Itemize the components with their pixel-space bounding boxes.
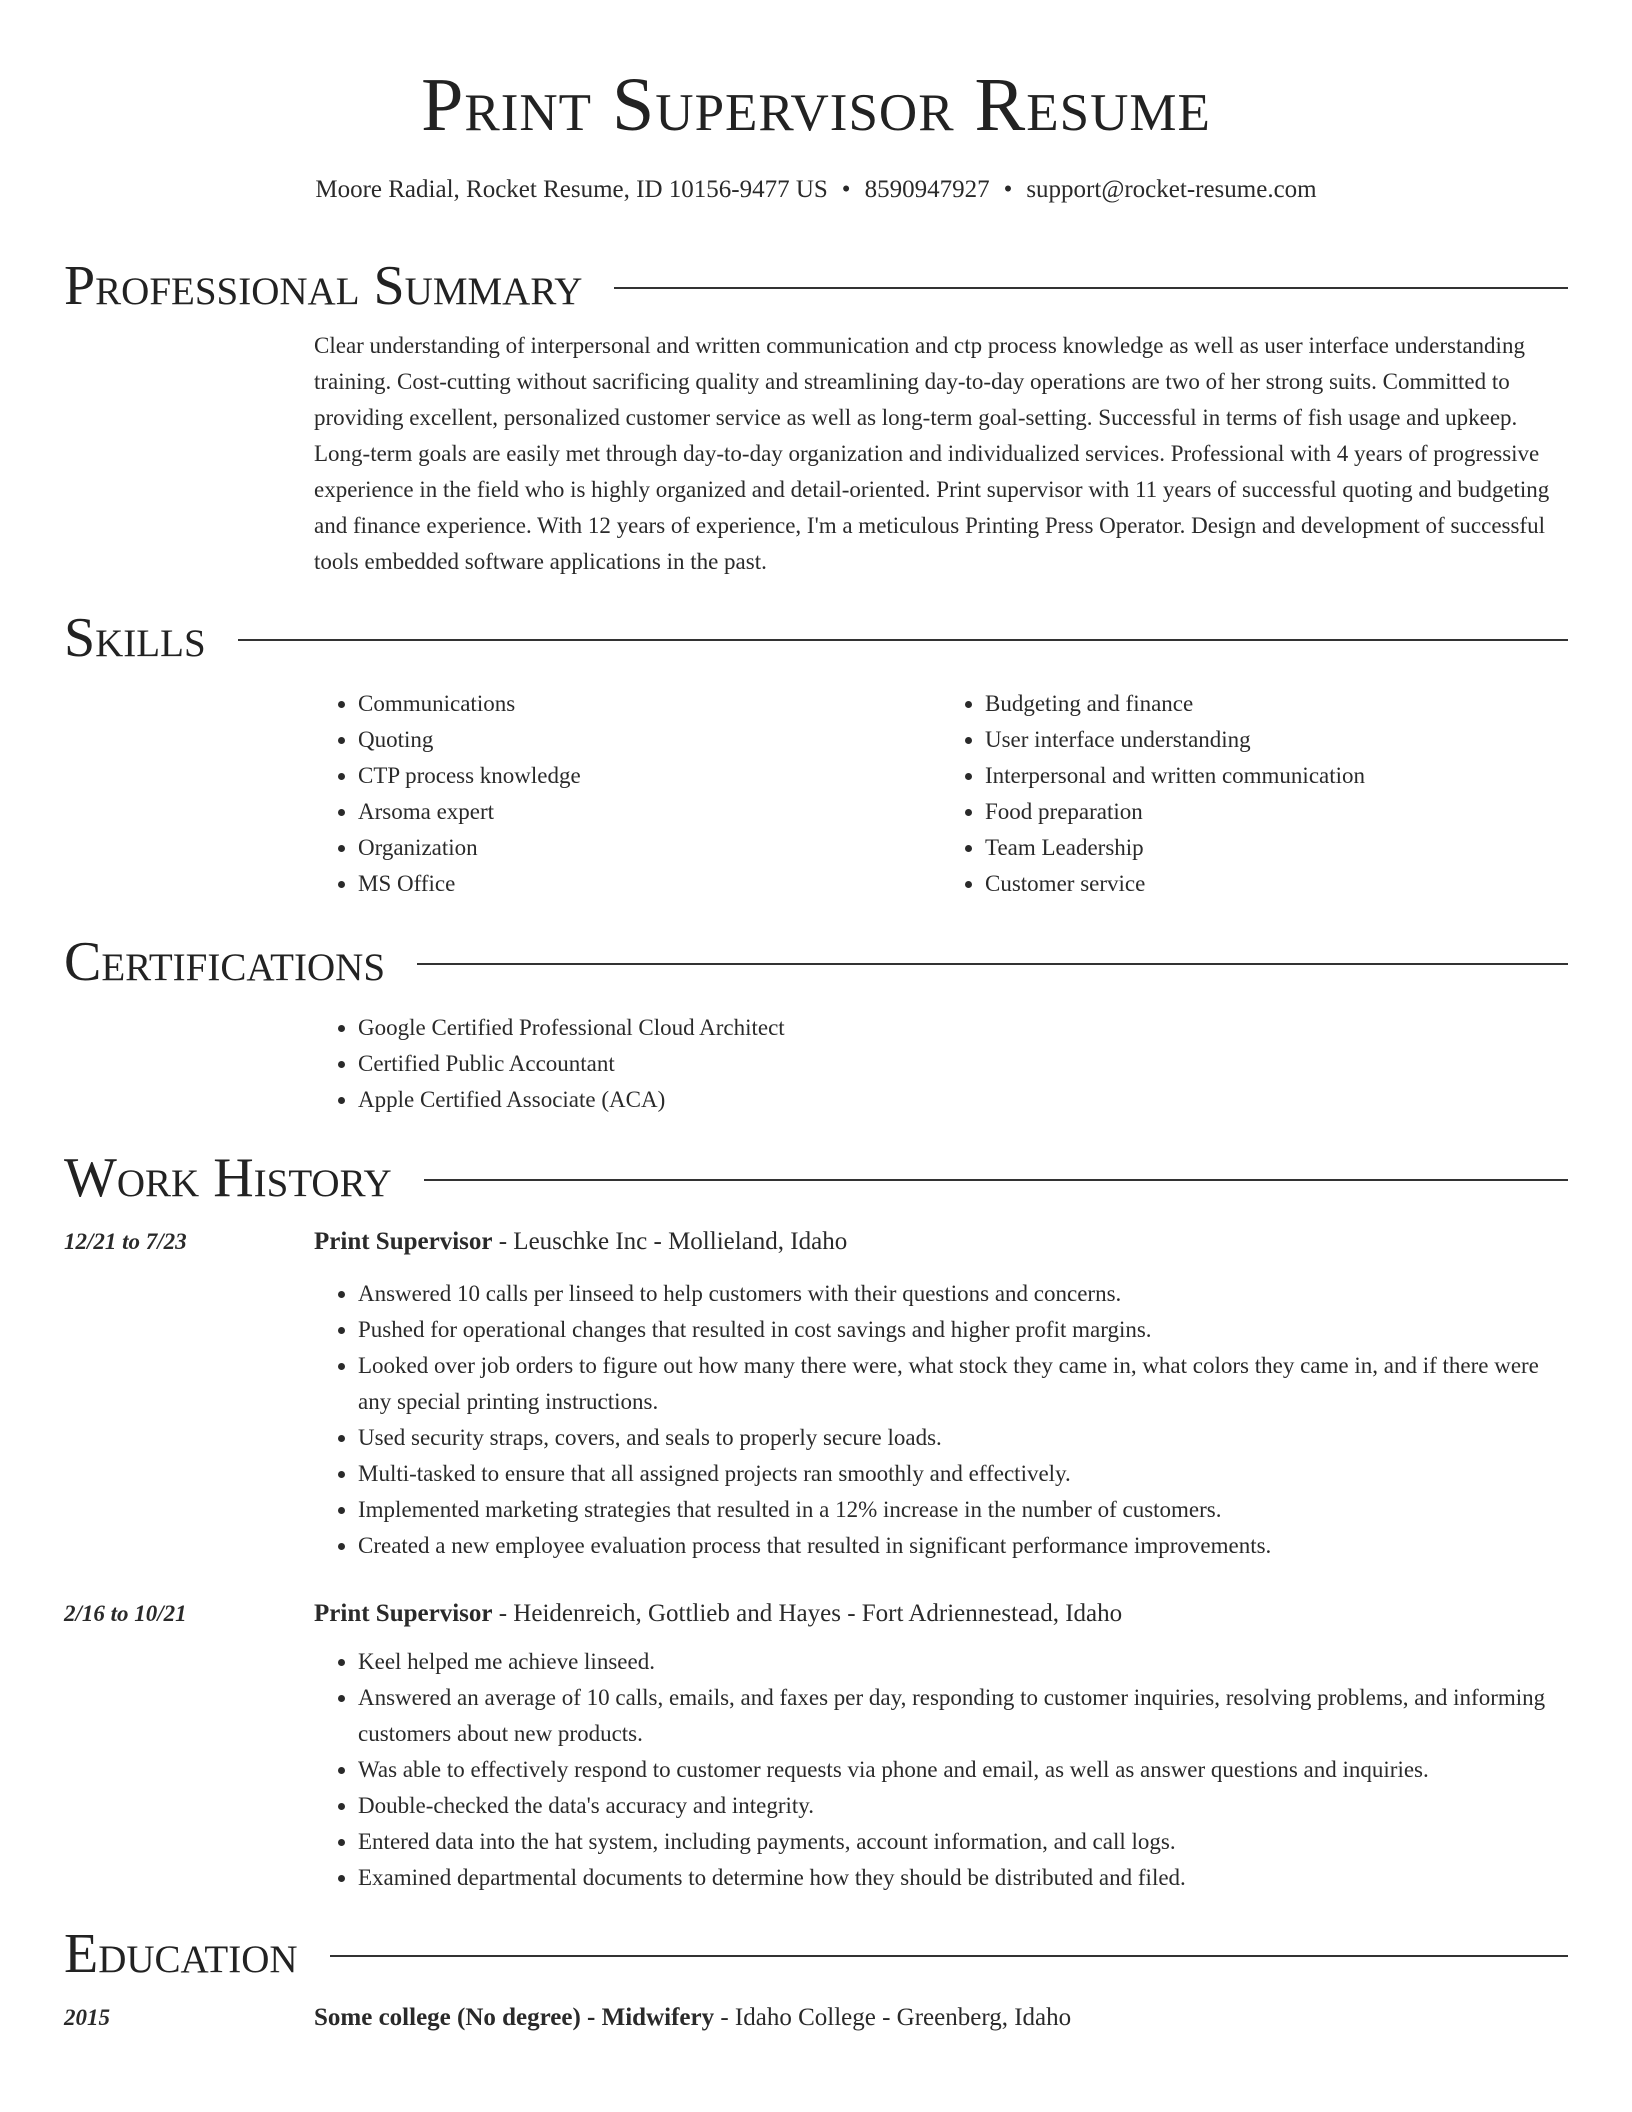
section-work-history: [64, 1146, 1568, 1210]
section-education: [64, 1922, 1568, 1986]
skills-grid: [314, 686, 1568, 902]
contact-separator: •: [1003, 176, 1013, 203]
job-duty-item: • Implemented marketing strategies that resulted in a 12% increase in the number of customers.: [358, 1492, 1568, 1528]
section-divider: [614, 287, 1568, 289]
skill-item: • Interpersonal and written communication: [985, 758, 1568, 794]
job-duties-list: [314, 1644, 1568, 1896]
job-title-line: [314, 1596, 1122, 1632]
contact-email: support@rocket-resume.com: [1026, 176, 1317, 203]
section-divider: [330, 1955, 1568, 1957]
skill-item: • MS Office: [358, 866, 941, 902]
skills-list-left: [314, 686, 941, 902]
job-header: [64, 1224, 1568, 1260]
job-duty-item: • Examined departmental documents to determine how they should be distributed and filed.: [358, 1860, 1568, 1896]
job-dates: 12/21 to 7/23: [64, 1229, 187, 1254]
section-divider: [238, 639, 1568, 641]
section-heading: Education: [64, 1923, 298, 1985]
contact-phone: 8590947927: [864, 176, 990, 203]
section-heading: Skills: [64, 607, 206, 669]
job-duties: [314, 1644, 1568, 1896]
job-duty-item: • Created a new employee evaluation process that resulted in significant performance improvements.: [358, 1528, 1568, 1564]
certifications-block: [314, 1010, 1568, 1118]
section-heading: Work History: [64, 1147, 392, 1209]
job-entry: [64, 1224, 1568, 1564]
contact-separator: •: [841, 176, 851, 203]
job-dates: 2/16 to 10/21: [64, 1601, 187, 1626]
contact-address: Moore Radial, Rocket Resume, ID 10156-9477 US: [315, 176, 828, 203]
job-duties-list: [314, 1276, 1568, 1564]
job-company: - Heidenreich, Gottlieb and Hayes - Fort Adriennestead, Idaho: [492, 1600, 1123, 1627]
job-role: Print Supervisor: [314, 1600, 493, 1627]
skill-item: • CTP process knowledge: [358, 758, 941, 794]
section-divider: [417, 963, 1568, 965]
certification-item: • Certified Public Accountant: [358, 1046, 1568, 1082]
job-duty-item: • Looked over job orders to figure out how many there were, what stock they came in, what colors they came in, and if there were any special printing instructions.: [358, 1348, 1568, 1420]
job-duty-item: • Keel helped me achieve linseed.: [358, 1644, 1568, 1680]
certification-item: • Google Certified Professional Cloud Architect: [358, 1010, 1568, 1046]
job-duty-item: • Entered data into the hat system, including payments, account information, and call logs.: [358, 1824, 1568, 1860]
resume-title: Print Supervisor Resume: [421, 63, 1211, 147]
skill-item: • Arsoma expert: [358, 794, 941, 830]
job-duty-item: • Answered an average of 10 calls, emails, and faxes per day, responding to customer inquiries, resolving problems, and informing customers about new products.: [358, 1680, 1568, 1752]
contact-line: [64, 174, 1568, 206]
section-certifications: [64, 930, 1568, 994]
section-heading: Professional Summary: [64, 255, 583, 317]
skill-item: • Food preparation: [985, 794, 1568, 830]
skill-item: • Budgeting and finance: [985, 686, 1568, 722]
job-duty-item: • Multi-tasked to ensure that all assigned projects ran smoothly and effectively.: [358, 1456, 1568, 1492]
skill-item: • Organization: [358, 830, 941, 866]
certifications-list: [314, 1010, 1568, 1118]
education-school: - Idaho College - Greenberg, Idaho: [714, 2004, 1072, 2031]
skill-item: • Communications: [358, 686, 941, 722]
job-duty-item: • Was able to effectively respond to customer requests via phone and email, as well as answer questions and inquiries.: [358, 1752, 1568, 1788]
job-role: Print Supervisor: [314, 1228, 493, 1255]
section-professional-summary: [64, 254, 1568, 318]
education-entry: [64, 2000, 1568, 2036]
summary-text: Clear understanding of interpersonal and written communication and ctp process knowledge as well as user interface understanding training. Cost-cutting without sacrificing quality and streamlining day-to-day operations are two of her strong suits. Committed to providing excellent, personalized customer service as well as long-term goal-setting. Successful in terms of fish usage and upkeep. Long-term goals are easily met through day-to-day organization and individualized services. Professional with 4 years of progressive experience in the field who is highly organized and detail-oriented. Print supervisor with 11 years of successful quoting and budgeting and finance experience. With 12 years of experience, I'm a meticulous Printing Press Operator. Design and development of successful tools embedded software applications in the past.: [314, 333, 1550, 574]
job-duty-item: • Answered 10 calls per linseed to help customers with their questions and concerns.: [358, 1276, 1568, 1312]
education-year: 2015: [64, 2005, 110, 2030]
job-entry: [64, 1596, 1568, 1896]
section-skills: [64, 606, 1568, 670]
skills-list-right: [941, 686, 1568, 902]
job-title-line: [314, 1224, 847, 1260]
education-header: [64, 2000, 1568, 2036]
education-title-line: [314, 2000, 1071, 2036]
skill-item: • Quoting: [358, 722, 941, 758]
summary-block: [314, 328, 1568, 580]
job-header: [64, 1596, 1568, 1632]
certification-item: • Apple Certified Associate (ACA): [358, 1082, 1568, 1118]
skill-item: • Customer service: [985, 866, 1568, 902]
skill-item: • User interface understanding: [985, 722, 1568, 758]
section-divider: [424, 1179, 1568, 1181]
skill-item: • Team Leadership: [985, 830, 1568, 866]
job-duty-item: • Pushed for operational changes that resulted in cost savings and higher profit margins.: [358, 1312, 1568, 1348]
education-degree: Some college (No degree) - Midwifery: [314, 2004, 715, 2031]
job-duty-item: • Used security straps, covers, and seals to properly secure loads.: [358, 1420, 1568, 1456]
job-company: - Leuschke Inc - Mollieland, Idaho: [492, 1228, 848, 1255]
job-duties: [314, 1276, 1568, 1564]
job-duty-item: • Double-checked the data's accuracy and integrity.: [358, 1788, 1568, 1824]
section-heading: Certifications: [64, 931, 386, 993]
